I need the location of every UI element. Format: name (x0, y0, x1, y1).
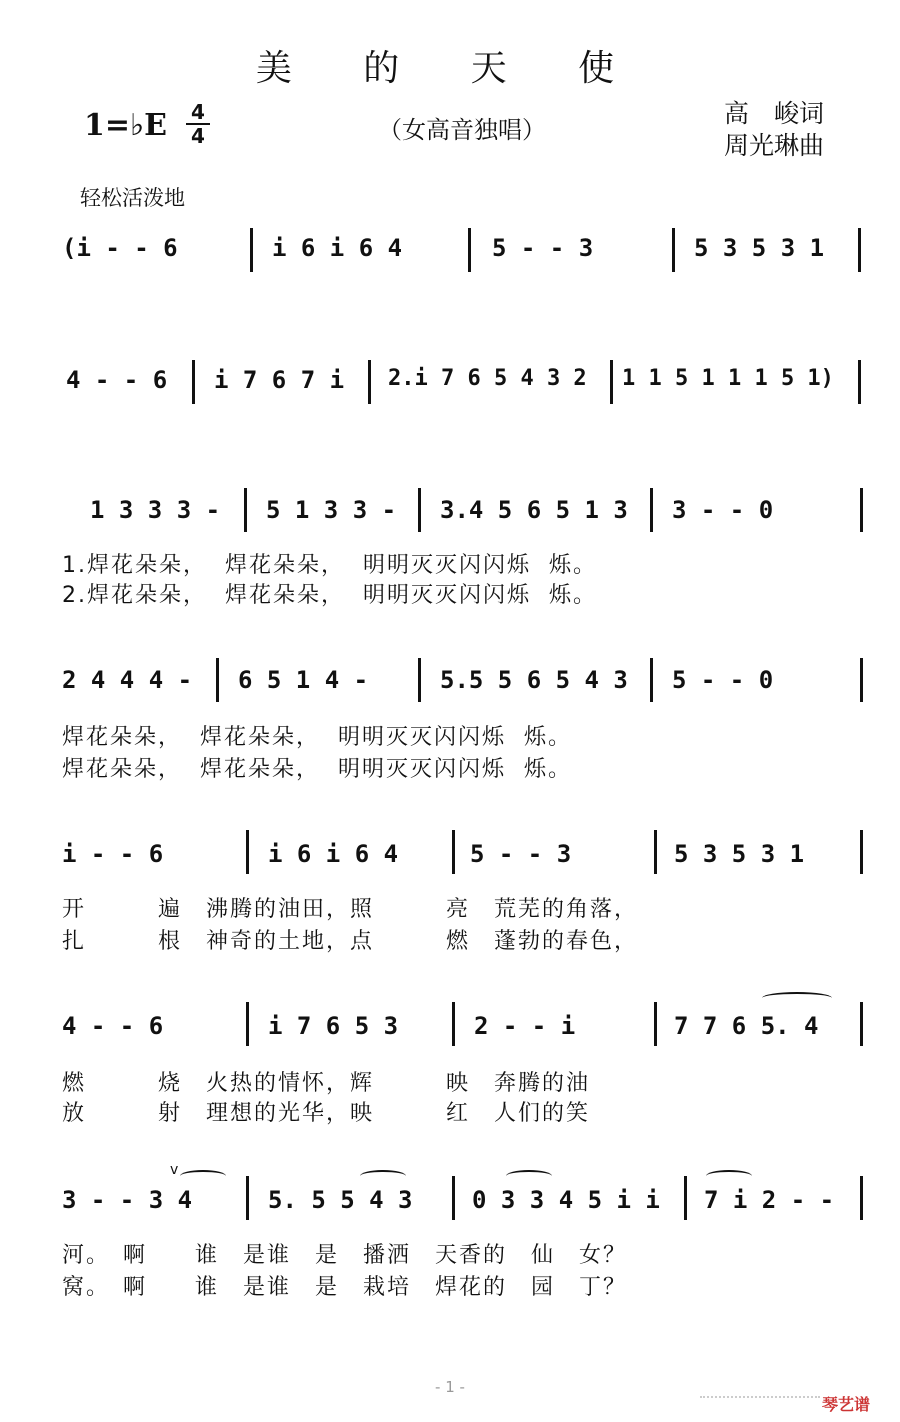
final-barline (858, 360, 861, 404)
barline (860, 488, 863, 532)
page-number: - 1 - (435, 1378, 465, 1396)
breath-mark: v (170, 1162, 179, 1178)
lyric-verse-2: 扎 根 神奇的土地，点 燃 蓬勃的春色， (62, 929, 639, 954)
barline (654, 830, 657, 874)
slur (180, 1170, 226, 1182)
watermark-logo: 琴艺谱 (822, 1395, 871, 1414)
lyric-verse-1: 1.焊花朵朵， 焊花朵朵， 明明灭灭闪闪烁 烁。 (62, 553, 597, 578)
lyric-verse-1: 燃 烧 火热的情怀，辉 映 奔腾的油 (62, 1071, 591, 1096)
barline (858, 228, 861, 272)
measure: 5.5 5 6 5 4 3 (440, 666, 628, 694)
slur (506, 1170, 552, 1182)
barline (246, 830, 249, 874)
lyricist: 高 峻词 (724, 99, 825, 128)
measure: 5 - - 0 (672, 666, 774, 694)
measure: i 6 i 6 4 (268, 840, 399, 868)
slur (762, 992, 832, 1004)
measure: 0 3 3 4 5 i i (472, 1186, 660, 1214)
barline (452, 830, 455, 874)
measure: 3.4 5 6 5 1 3 (440, 496, 628, 524)
composer: 周光琳曲 (724, 131, 825, 160)
lyric-verse-1: 河。 啊 谁 是谁 是 播洒 天香的 仙 女？ (62, 1243, 628, 1268)
lyric-verse-2: 2.焊花朵朵， 焊花朵朵， 明明灭灭闪闪烁 烁。 (62, 583, 597, 608)
barline (418, 488, 421, 532)
measure: i 7 6 7 i (214, 366, 345, 394)
measure: i 7 6 5 3 (268, 1012, 399, 1040)
slur (706, 1170, 752, 1182)
barline (246, 1002, 249, 1046)
time-bottom: 4 (191, 124, 205, 148)
lyric-verse-2: 窝。 啊 谁 是谁 是 栽培 焊花的 园 丁？ (62, 1275, 628, 1300)
song-title: 美 的 天 使 (255, 48, 645, 89)
measure: 1 3 3 3 - (90, 496, 221, 524)
time-top: 4 (191, 100, 205, 124)
footer-divider (700, 1396, 820, 1398)
barline (250, 228, 253, 272)
barline (860, 658, 863, 702)
barline (468, 228, 471, 272)
lyric-verse-1: 开 遍 沸腾的油田，照 亮 荒芜的角落， (62, 897, 639, 922)
measure: 5. 5 5 4 3 (268, 1186, 413, 1214)
barline (672, 228, 675, 272)
barline (246, 1176, 249, 1220)
barline (452, 1176, 455, 1220)
barline (216, 658, 219, 702)
lyric-verse-2: 焊花朵朵， 焊花朵朵， 明明灭灭闪闪烁 烁。 (62, 757, 572, 782)
measure: 5 - - 3 (470, 840, 572, 868)
measure: 2 4 4 4 - (62, 666, 193, 694)
measure: 6 5 1 4 - (238, 666, 369, 694)
measure: 2 - - i (474, 1012, 576, 1040)
barline (452, 1002, 455, 1046)
measure: 5 3 5 3 1 (674, 840, 805, 868)
measure: i 6 i 6 4 (272, 234, 403, 262)
measure: 5 - - 3 (492, 234, 594, 262)
measure: 7 7 6 5. 4 (674, 1012, 819, 1040)
key-signature: 1=♭E (84, 108, 168, 143)
barline (654, 1002, 657, 1046)
barline (610, 360, 613, 404)
measure: i - - 6 (62, 840, 164, 868)
measure: 3 - - 0 (672, 496, 774, 524)
tempo-marking: 轻松活泼地 (80, 186, 185, 210)
lyric-verse-1: 焊花朵朵， 焊花朵朵， 明明灭灭闪闪烁 烁。 (62, 725, 572, 750)
barline (192, 360, 195, 404)
lyric-verse-2: 放 射 理想的光华，映 红 人们的笑 (62, 1101, 591, 1126)
measure: 3 - - 3 4 (62, 1186, 193, 1214)
barline (418, 658, 421, 702)
measure: 5 1 3 3 - (266, 496, 397, 524)
measure: (i - - 6 (62, 234, 178, 262)
measure: 7 i 2 - - (704, 1186, 835, 1214)
measure: 4 - - 6 (62, 1012, 164, 1040)
measure: 5 3 5 3 1 (694, 234, 825, 262)
barline (650, 658, 653, 702)
barline (860, 1176, 863, 1220)
barline (860, 1002, 863, 1046)
subtitle: （女高音独唱） (378, 116, 546, 144)
time-signature (186, 102, 210, 146)
measure: 1 1 5 1 1 1 5 1) (622, 366, 834, 391)
barline (860, 830, 863, 874)
barline (244, 488, 247, 532)
slur (360, 1170, 406, 1182)
barline (650, 488, 653, 532)
measure: 4 - - 6 (66, 366, 168, 394)
barline (368, 360, 371, 404)
barline (684, 1176, 687, 1220)
measure: 2.i 7 6 5 4 3 2 (388, 366, 587, 391)
